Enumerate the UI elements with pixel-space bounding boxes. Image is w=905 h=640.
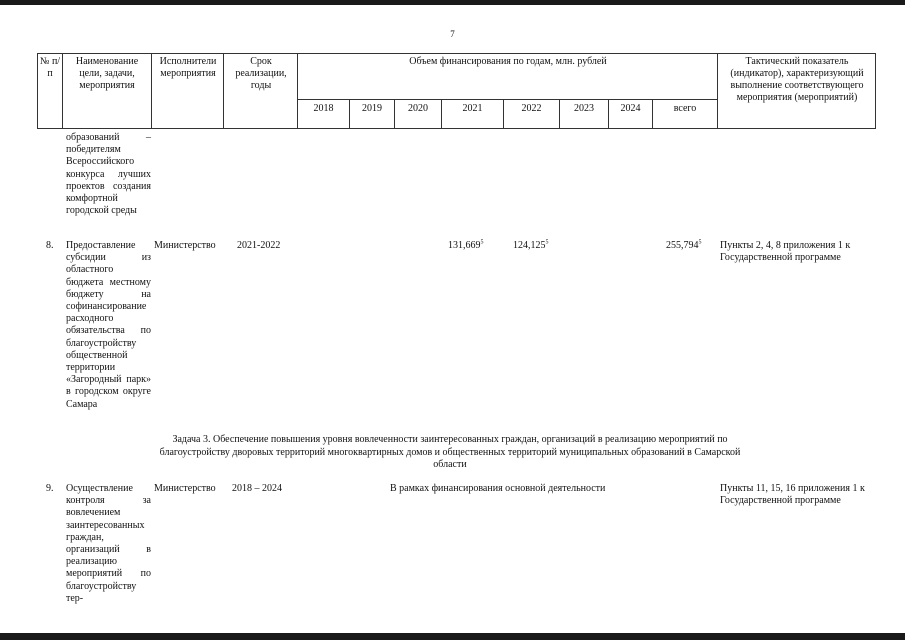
row8-indicator: Пункты 2, 4, 8 приложения 1 к Государственной программе [720, 240, 851, 264]
scan-bottom-border [0, 633, 905, 640]
col-line [151, 53, 152, 129]
header-year: 2019 [362, 103, 382, 114]
header-indicator: Тактический показатель (индикатор), характеризующий выполнение соответствующего мероприятия (мероприятий) [730, 56, 864, 103]
row8-executor: Министерство [154, 240, 216, 251]
header-name: Наименование цели, задачи, мероприятия [75, 56, 139, 91]
header-year-total: всего [673, 103, 697, 114]
row8-num: 8. [46, 240, 54, 251]
header-top-line [37, 53, 876, 54]
row8-name: Предоставление субсидии из областного бюджета местному бюджету на софинансирование расходного обязательства по благоустройству общественной территории «Загородный парк» в городском округе Самара [66, 240, 151, 410]
row9-executor: Министерство [154, 483, 216, 494]
col-line [717, 53, 718, 129]
row8-value-total: 255,794$^5$ [666, 239, 702, 251]
page-number: 7 [450, 29, 455, 39]
row8-value-2021: 131,669$^5$ [448, 239, 484, 251]
row8-value-2022: 124,125$^5$ [513, 239, 549, 251]
continued-row-name: образований – победителям Всероссийского конкурса лучших проектов создания комфортной городской среды [66, 132, 151, 217]
header-funding: Объем финансирования по годам, млн. рублей [409, 56, 607, 67]
task3-heading: Задача 3. Обеспечение повышения уровня вовлеченности заинтересованных граждан, организаций в реализацию мероприятий по благоустройству дворовых территорий многоквартирных домов и общественных территорий муниципальных образований в Самарской области [159, 434, 741, 470]
header-executors: Исполнители мероприятия [159, 56, 217, 79]
scan-top-border [0, 0, 905, 5]
col-line [62, 53, 63, 129]
col-line [875, 53, 876, 129]
header-num: № п/п [39, 56, 61, 79]
header-bottom-line [37, 128, 876, 129]
col-line [223, 53, 224, 129]
header-year: 2022 [521, 103, 542, 114]
col-line [297, 53, 298, 129]
row9-funding: В рамках финансирования основной деятельности [390, 483, 606, 494]
header-year: 2020 [408, 103, 428, 114]
table-header [37, 53, 876, 129]
header-period: Срок реализации, годы [235, 56, 287, 91]
years-divider-line [297, 99, 717, 100]
row9-name: Осуществление контроля за вовлечением заинтересованных граждан, организаций в реализацию мероприятий по благоустройству тер- [66, 483, 151, 604]
header-year: 2023 [574, 103, 594, 114]
row9-indicator: Пункты 11, 15, 16 приложения 1 к Государственной программе [720, 483, 865, 507]
header-year: 2024 [620, 103, 641, 114]
row9-num: 9. [46, 483, 54, 494]
row8-period: 2021-2022 [237, 240, 281, 251]
header-year: 2018 [313, 103, 334, 114]
row9-period: 2018 – 2024 [232, 483, 282, 494]
header-year: 2021 [462, 103, 483, 114]
